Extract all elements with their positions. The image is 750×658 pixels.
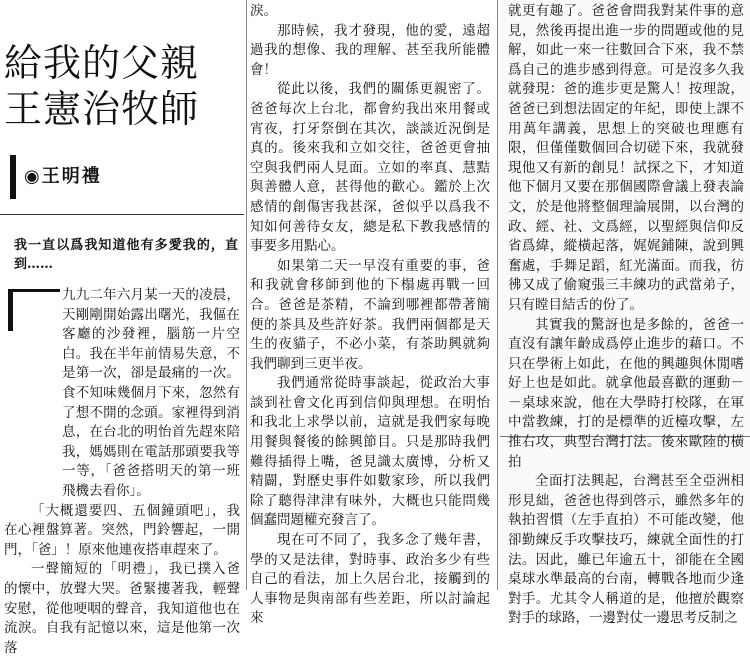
paragraph: 其實我的驚訝也是多餘的，爸爸一直沒有讓年齡成爲停止進步的藉口。不只在學術上如此，在他的興趣與休閒嗜好上也是如此。就拿他最喜歡的運動－－桌球來說，他在大學時打校隊，在軍中當教練，打的是標準的近檯攻擊，左推右攻，典型台灣打法。後來歐陸的橫拍 [508,316,744,470]
title-line-1: 給我的父親 [4,41,200,85]
paragraph: 從此以後，我們的關係更親密了。爸爸每次上台北，都會約我出來用餐或宵夜，打牙祭倒在其次，談談近況倒是真的。後來我和立如交往，爸爸更會抽空與我們兩人見面。立如的率真、慧黠與善體人意，甚得他的歡心。鑑於上次感情的創傷害我甚深，爸似乎以爲我不知如何善待女友，總是私下教我感情的事要多用點心。 [250,81,490,255]
paragraph: 就更有趣了。爸爸會問我對某件事的意見，然後再提出進一步的問題或他的見解，如此一來一往數回合下來，我不禁爲自己的進步感到得意。可是沒多久我就發現：爸的進步更是驚人！按理說，爸爸已到想法固定的年紀，即使上課不用萬年講義，思想上的突破也理應有限，但僅僅數個回合切磋下來，我就發現他又有新的創見！試探之下，才知道他下個月又要在那個國際會議上發表論文，於是他將整個理論展開，以台灣的政、經、社、文爲經，以聖經與信仰反省爲緯，縱橫起落，娓娓鋪陳，說到興奮處，手舞足蹈，紅光滿面。而我，彷彿又成了偷窺張三丰練功的武當弟子，只有瞠目結舌的份了。 [508,3,744,313]
paragraph: 一聲簡短的「明禮」，我已撲入爸的懷中，放聲大哭。爸緊摟著我，輕聲安慰，從他哽咽的聲音，我知道他也在流淚。自我有記憶以來，這是他第一次落 [4,561,240,656]
paragraph: 如果第二天一早沒有重要的事，爸和我就會移師到他的下榻處再戰一回合。爸爸是茶精，不論到哪裡都帶著簡便的茶具及些許好茶。我們兩個都是天生的夜貓子，不必小菜，有茶助興就夠我們聊到三更半夜。 [250,257,490,372]
paragraph: 全面打法興起，台灣甚至全亞洲相形見絀，爸爸也得到啓示，雖然多年的執拍習慣（左手直拍）不可能改變，他卻勤練反手攻擊技巧，練就全面性的打法。因此，雖已年逾五十，卻能在全國桌球水準最高的台南，轉戰各地而少逢對手。尤其令人稱道的是，他擅於觀察對手的球路，一邊對仗一邊思考反制之 [508,473,744,627]
left-body-text [4,286,240,658]
middle-body-text [250,2,490,629]
middle-column [248,0,494,627]
right-body-text [508,2,744,629]
left-column [0,0,244,656]
column-divider [246,0,247,590]
article-title [4,40,240,132]
right-column [500,0,750,627]
paragraph: 淚。 [250,3,277,19]
paragraph: 我們通常從時事談起，從政治大事談到社會文化再到信仰與理想。在明怡和我北上求學以前，這就是我們家每晚用餐與餐後的餘興節目。只是那時我們難得插得上嘴，爸見識太廣博，分析又精闢，對歷史事件如數家珍，所以我們除了聽得津津有味外，大概也只能問幾個蠢問題權充發言了。 [250,375,490,529]
author-byline: ◉王明禮 [10,155,238,199]
paragraph: 現在可不同了，我多念了幾年書，學的又是法律，對時事、政治多少有些自己的看法，加上久居台北，接觸到的人事物是與南部有些差距，所以討論起來 [250,532,490,627]
paragraph: 九九二年六月某一天的凌晨，天剛剛開始露出曙光，我傴在客廳的沙發裡，腦筋一片空白。我在半年前情易失意，不是第一次，卻是最痛的一次。食不知味幾個月下來，忽然有了想不開的念頭。家裡得到消息，在台北的明怡首先趕來陪我，媽媽則在電話那頭要我等一等，「爸爸搭明天的第一班飛機去看你」。 [62,287,240,499]
lead-paragraph: 我一直以爲我知道他有多愛我的，直到…… [14,238,238,272]
section-rule [0,214,244,215]
paragraph: 那時候，我才發現，他的愛，遠超過我的想像、我的理解、甚至我所能體會！ [250,22,490,78]
column-divider [497,0,498,590]
paragraph: 「大概還要四、五個鐘頭吧」，我在心裡盤算著。突然，門鈴響起，一開門，「爸」！原來他連夜搭車趕來了。 [4,502,240,558]
title-line-2: 王憲治牧師 [4,87,200,131]
